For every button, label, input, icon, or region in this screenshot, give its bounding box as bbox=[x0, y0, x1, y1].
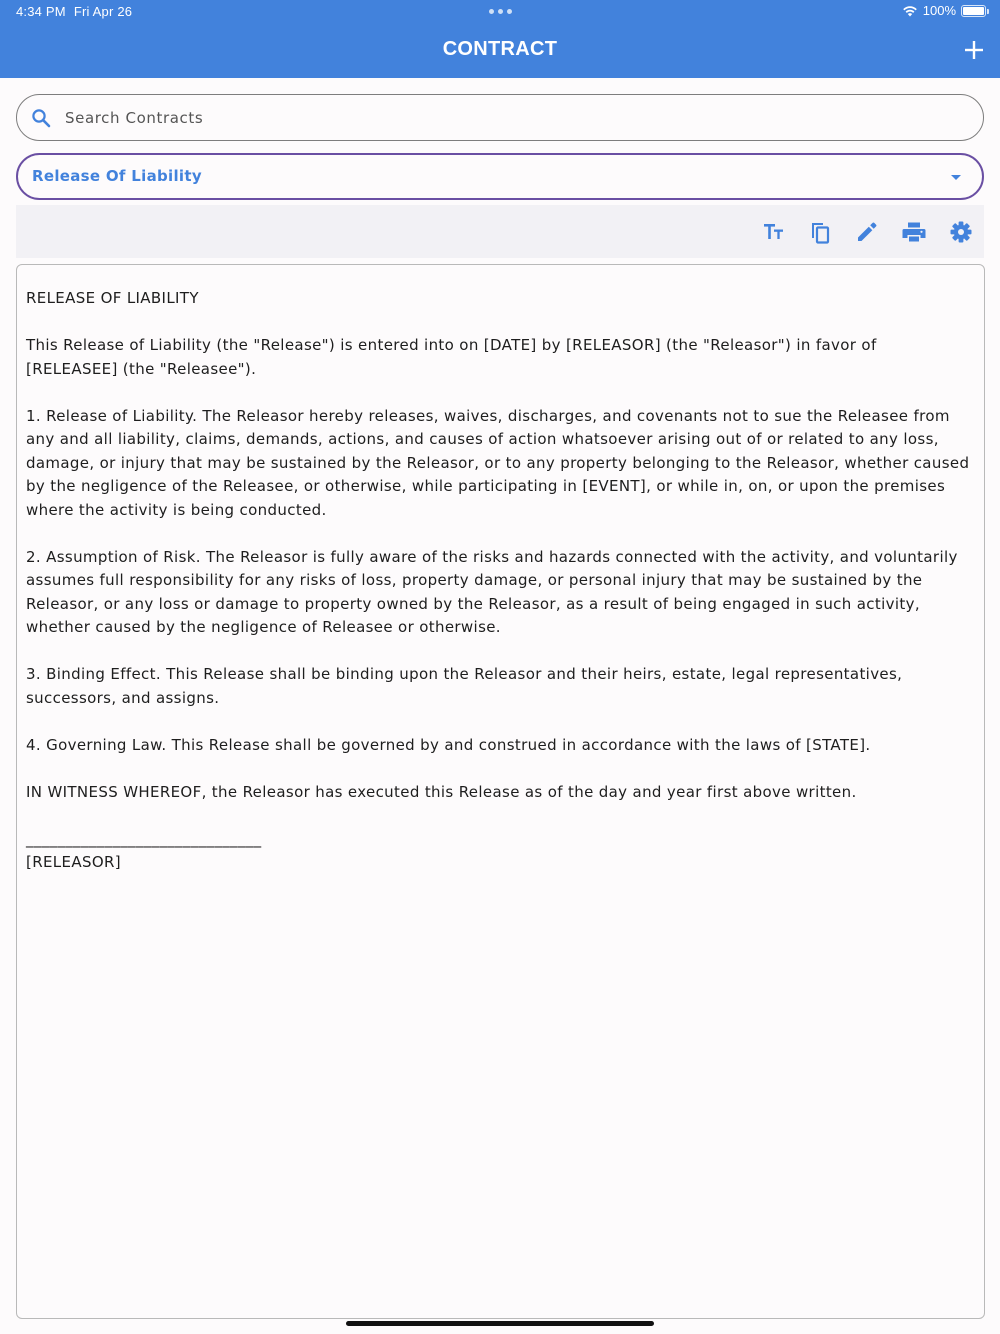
document-toolbar bbox=[16, 205, 984, 258]
search-icon bbox=[31, 108, 51, 128]
document-heading: RELEASE OF LIABILITY bbox=[26, 289, 199, 307]
signature-line: ______________________________ bbox=[26, 829, 262, 848]
status-time bbox=[16, 4, 132, 19]
signature-name: [RELEASOR] bbox=[26, 853, 121, 871]
settings-gear-icon bbox=[948, 219, 974, 245]
search-bar[interactable] bbox=[16, 94, 984, 141]
status-date: Fri Apr 26 bbox=[73, 4, 133, 19]
battery-icon bbox=[961, 5, 986, 17]
search-input[interactable] bbox=[63, 101, 963, 134]
clause-governing-law: 4. Governing Law. This Release shall be governed by and construed in accordance with the laws of [STATE]. bbox=[26, 735, 871, 754]
copy-button[interactable] bbox=[807, 219, 833, 245]
settings-button[interactable] bbox=[948, 219, 974, 245]
print-icon bbox=[901, 219, 927, 245]
edit-pencil-icon bbox=[854, 219, 880, 245]
caret-down-icon bbox=[950, 174, 962, 181]
copy-icon bbox=[807, 219, 833, 245]
clause-release-of-liability: 1. Release of Liability. The Releasor hereby releases, waives, discharges, and covenants not to sue the Releasee from any and all liability, claims, demands, actions, and causes of action whatsoever arising out of or related to any loss, damage, or injury that may be sustained by the Releasor, or to any property belonging to the Releasor, whether caused by the negligence of the Releasee, or otherwise, while participating in [EVENT], or while in, on, or upon the premises where the activity is being conducted. bbox=[26, 406, 970, 519]
home-indicator[interactable] bbox=[346, 1321, 654, 1326]
dropdown-selected-value: Release Of Liability bbox=[32, 167, 202, 185]
witness-statement: IN WITNESS WHEREOF, the Releasor has executed this Release as of the day and year first above written. bbox=[26, 782, 857, 801]
top-bar bbox=[0, 0, 1000, 78]
print-button[interactable] bbox=[901, 219, 927, 245]
status-indicators bbox=[902, 3, 986, 18]
add-contract-button[interactable] bbox=[960, 36, 988, 64]
page-title: CONTRACT bbox=[442, 38, 558, 60]
contract-text bbox=[26, 287, 971, 875]
clause-binding-effect: 3. Binding Effect. This Release shall be binding upon the Releasor and their heirs, estate, legal representatives, successors, and assigns. bbox=[26, 665, 903, 707]
contract-type-dropdown[interactable] bbox=[16, 153, 984, 200]
contract-document-area[interactable] bbox=[16, 264, 985, 1319]
document-intro: This Release of Liability (the "Release") is entered into on [DATE] by [RELEASOR] (the "Releasor") in favor of [RELEASEE] (the "Releasee"). bbox=[26, 336, 877, 378]
multitasking-dots-icon[interactable] bbox=[489, 9, 512, 14]
plus-icon bbox=[960, 36, 988, 64]
text-size-icon bbox=[761, 219, 787, 245]
edit-button[interactable] bbox=[854, 219, 880, 245]
status-clock: 4:34 PM bbox=[16, 4, 66, 19]
battery-percent: 100% bbox=[922, 3, 956, 18]
clause-assumption-of-risk: 2. Assumption of Risk. The Releasor is fully aware of the risks and hazards connected with the activity, and voluntarily assumes full responsibility for any risks of loss, property damage, or personal injury that may be sustained by the Releasor, or any loss or damage to property owned by the Releasor, as a result of being engaged in such activity, whether caused by the negligence of Releasee or otherwise. bbox=[26, 547, 958, 636]
text-size-button[interactable] bbox=[761, 219, 787, 245]
wifi-icon bbox=[902, 5, 918, 17]
